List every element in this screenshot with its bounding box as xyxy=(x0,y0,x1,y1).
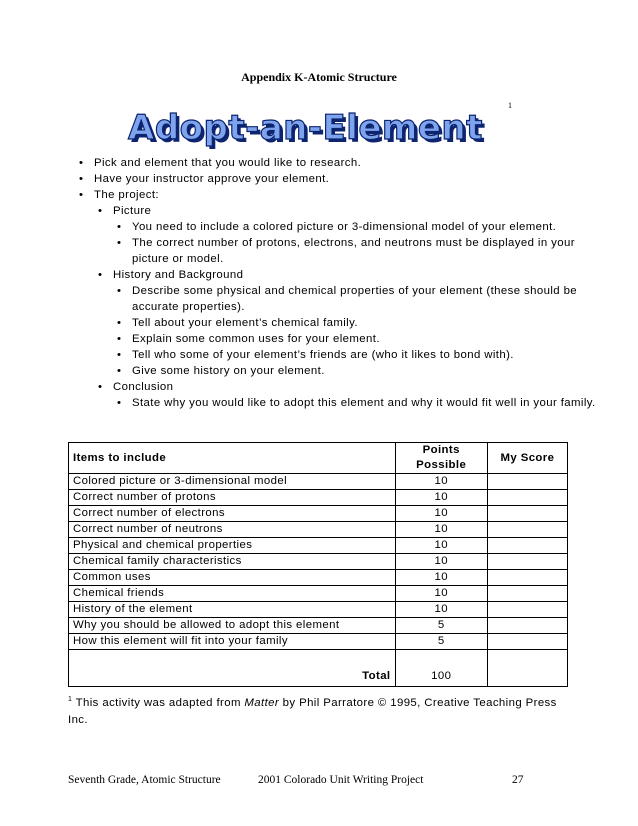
rubric-item: Correct number of electrons xyxy=(69,506,396,522)
table-row xyxy=(69,490,568,506)
footer-middle: 2001 Colorado Unit Writing Project xyxy=(258,774,424,786)
section-picture-label: • Picture xyxy=(113,203,580,219)
rubric-score-cell[interactable] xyxy=(487,474,567,490)
title-footnote-marker: 1 xyxy=(508,101,512,110)
rubric-points: 10 xyxy=(395,554,487,570)
rubric-points: 10 xyxy=(395,474,487,490)
rubric-points: 10 xyxy=(395,570,487,586)
page-number: 27 xyxy=(512,774,524,786)
rubric-score-cell[interactable] xyxy=(487,490,567,506)
table-header-row xyxy=(69,443,568,474)
rubric-points: 10 xyxy=(395,586,487,602)
rubric-score-cell[interactable] xyxy=(487,506,567,522)
rubric-points: 5 xyxy=(395,634,487,650)
list-item: • Pick and element that you would like to research. xyxy=(94,155,580,171)
rubric-score-cell[interactable] xyxy=(487,554,567,570)
rubric-score-cell[interactable] xyxy=(487,618,567,634)
rubric-item: Correct number of protons xyxy=(69,490,396,506)
section-conclusion-label: • Conclusion xyxy=(113,379,580,395)
rubric-points: 10 xyxy=(395,602,487,618)
total-row xyxy=(69,650,568,687)
rubric-score-cell[interactable] xyxy=(487,634,567,650)
table-row xyxy=(69,602,568,618)
header-my-score: My Score xyxy=(487,443,567,474)
rubric-score-cell[interactable] xyxy=(487,522,567,538)
list-item: • Explain some common uses for your element. xyxy=(132,331,602,347)
rubric-item: History of the element xyxy=(69,602,396,618)
table-row xyxy=(69,522,568,538)
page-title: Adopt-an-Element xyxy=(128,108,483,148)
table-row xyxy=(69,554,568,570)
footer-left: Seventh Grade, Atomic Structure xyxy=(68,774,221,786)
project-outline xyxy=(60,155,596,411)
rubric-score-cell[interactable] xyxy=(487,538,567,554)
rubric-points: 10 xyxy=(395,522,487,538)
list-item: • Have your instructor approve your element. xyxy=(94,171,580,187)
rubric-points: 10 xyxy=(395,506,487,522)
list-item: • Tell who some of your element’s friends are (who it likes to bond with). xyxy=(132,347,602,363)
table-row xyxy=(69,634,568,650)
table-row xyxy=(69,474,568,490)
rubric-score-cell[interactable] xyxy=(487,570,567,586)
total-label: Total xyxy=(69,650,396,687)
table-row xyxy=(69,586,568,602)
appendix-heading: Appendix K-Atomic Structure xyxy=(241,70,397,84)
footnote-marker: 1 xyxy=(68,696,73,703)
footnote-source-title: Matter xyxy=(244,696,280,709)
table-row xyxy=(69,538,568,554)
list-item: • The correct number of protons, electrons, and neutrons must be displayed in your picture or model. xyxy=(132,235,602,267)
rubric-item: Chemical family characteristics xyxy=(69,554,396,570)
section-history-label: • History and Background xyxy=(113,267,580,283)
rubric-item: Physical and chemical properties xyxy=(69,538,396,554)
total-points: 100 xyxy=(395,650,487,687)
list-item: • Give some history on your element. xyxy=(132,363,602,379)
table-row xyxy=(69,618,568,634)
rubric-item: Why you should be allowed to adopt this element xyxy=(69,618,396,634)
header-items: Items to include xyxy=(69,443,396,474)
total-score-cell[interactable] xyxy=(487,650,567,687)
rubric-points: 10 xyxy=(395,490,487,506)
list-item: • The project: xyxy=(94,187,580,203)
rubric-points: 5 xyxy=(395,618,487,634)
list-item: • You need to include a colored picture or 3-dimensional model of your element. xyxy=(132,219,602,235)
footnote-text-before: This activity was adapted from xyxy=(75,696,245,709)
table-row xyxy=(69,506,568,522)
footnote-text-after: by Phil Parratore © 1995, Creative Teaching Press Inc. xyxy=(68,696,557,726)
rubric-item: Chemical friends xyxy=(69,586,396,602)
rubric-item: Common uses xyxy=(69,570,396,586)
rubric-item: Correct number of neutrons xyxy=(69,522,396,538)
list-item: • State why you would like to adopt this element and why it would fit well in your family. xyxy=(132,395,602,411)
rubric-score-cell[interactable] xyxy=(487,586,567,602)
rubric-item: Colored picture or 3-dimensional model xyxy=(69,474,396,490)
rubric-table xyxy=(68,442,568,687)
list-item: • Tell about your element’s chemical family. xyxy=(132,315,602,331)
list-item: • Describe some physical and chemical properties of your element (these should be accurate properties). xyxy=(132,283,602,315)
footnote xyxy=(68,691,568,729)
table-row xyxy=(69,570,568,586)
rubric-item: How this element will fit into your family xyxy=(69,634,396,650)
rubric-points: 10 xyxy=(395,538,487,554)
header-points-possible: Points Possible xyxy=(395,443,487,474)
rubric-score-cell[interactable] xyxy=(487,602,567,618)
